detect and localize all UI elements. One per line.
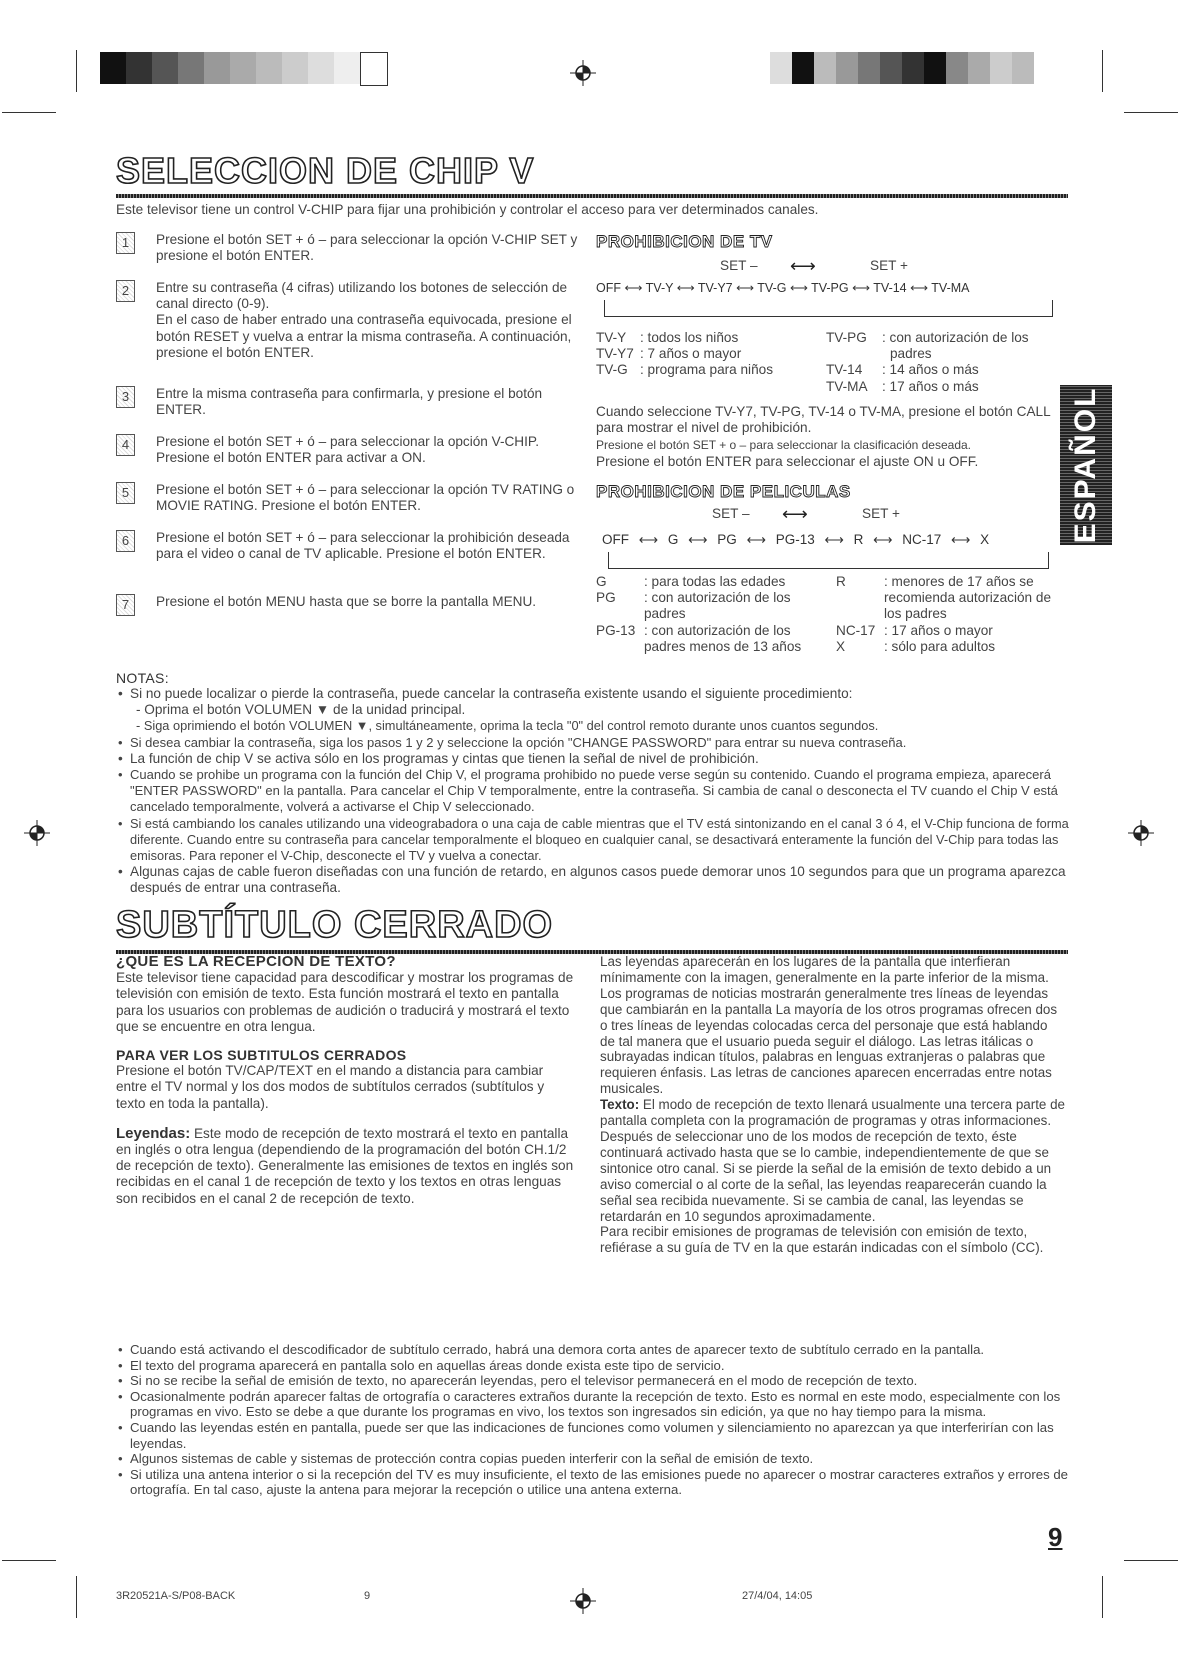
crop-mark [2,112,56,113]
rating-desc: : con autorización de los [882,330,1029,345]
footer-code: 3R20521A-S/P08-BACK [116,1590,236,1602]
cc-captions-paragraph [116,1126,576,1207]
language-side-tab [1060,385,1112,545]
chain-item: TV-Y7 [697,281,733,295]
double-arrow-icon: ⟷ [624,281,643,295]
step-6 [116,530,586,562]
double-arrow-icon: ⟷ [746,532,766,547]
tv-set-minus: SET – [720,258,758,273]
registration-mark-icon [24,820,50,846]
cc-view-text: Presione el botón TV/CAP/TEXT en el mando a distancia para cambiar entre el TV normal y los dos modos de subtítulos cerrados (subtítulos y texto en toda la pantalla). [116,1063,545,1111]
crop-mark [1124,1560,1178,1561]
double-arrow-icon: ⟷ [824,532,844,547]
notes-list [116,686,1076,897]
double-arrow-icon: ⟷ [873,532,893,547]
cc-note-item: • Ocasionalmente podrán aparecer faltas de ortografía o caracteres extraños durante la recepción de texto. Esto es normal en este modo, especialmente con los programas en vivo. Esto se debe a que durante los programas en vivo, los textos son ingresados sin edición, ya que no hay tiempo para la misma. [116,1389,1076,1420]
intro-text: Este televisor tiene un control V-CHIP para fijar una prohibición y controlar el acceso para ver determinados canales. [116,202,819,217]
rating-code: G [596,574,607,589]
cc-right-paragraph: Las leyendas aparecerán en los lugares de la pantalla que interfieran mínimamente con la imagen, generalmente en la parte inferior de la misma. Los programas de noticias mostrarán generalmente tres líneas de leyendas que cambiarán en la pantalla La mayoría de los otros programas ofrecen dos o tres líneas de leyendas colocadas cerca del personaje que está hablando de tal manera que el usuario pueda seguir el diálogo. Las letras itálicas o subrayadas indican títulos, palabras en lenguas extranjeras o palabras que requieren énfasis. Las letras de canciones aparecen encerradas entre notas musicales. [600,954,1058,1097]
movie-defs-right [836,574,1068,655]
chain-item: NC-17 [902,532,942,547]
chain-item: TV-14 [873,281,907,295]
section-title-closed-caption: SUBTÍTULO CERRADO [116,904,554,946]
cc-question-title: ¿QUE ES LA RECEPCION DE TEXTO? [116,953,396,970]
note-item: • La función de chip V se activa sólo en los programas y cintas que tienen la señal de nivel de prohibición. [116,751,1076,767]
note-item: • Si desea cambiar la contraseña, siga los pasos 1 y 2 y seleccione la opción "CHANGE PASSWORD" para entrar su nueva contraseña. [116,735,1076,751]
double-arrow-icon: ⟷ [638,532,659,547]
tv-rating-title: PROHIBICION DE TV [596,232,773,251]
registration-mark-icon [1128,820,1154,846]
step-3 [116,386,586,418]
section-title-vchip: SELECCION DE CHIP V [116,150,535,191]
rating-desc: padres [890,346,932,362]
rating-desc: : menores de 17 años se recomienda autorización de los padres [884,574,1052,622]
chain-item: OFF [602,532,629,547]
step-number: 1 [116,232,135,254]
registration-mark-icon [570,1588,596,1614]
rating-desc: : todos los niños [640,330,739,345]
text-mode-text: El modo de recepción de texto llenará usualmente una tercera parte de pantalla completa con la programación de programas y otras informaciones. Después de seleccionar uno de los modos de recepción de texto, éste continuará activado hasta que se lo cambie, independientemente de que se sintonice otro canal. Si se pierde la señal de la emisión de texto debido a un aviso comercial o al corte de la señal, las leyendas reaparecerán cuando la señal sea recibida nuevamente. Si se cambia de canal, las leyendas se retardarán en 10 segundos aproximadamente. [600,1097,1065,1224]
cc-question-text: Este televisor tiene capacidad para descodificar y mostrar los programas de televisión con emisión de texto. Esta función mostrará el texto en pantalla para los usuarios con problemas de audición o traducirá y mostrará el texto que se encuentre en otra lengua. [116,970,574,1034]
crop-mark [1102,50,1103,92]
note-item: • Algunas cajas de cable fueron diseñadas con una función de retardo, en algunos casos puede demorar unos 10 segundos para que un programa aparezca después de entrar una contraseña. [116,864,1076,896]
note-subitem: - Oprima el botón VOLUMEN ▼ de la unidad principal. [136,702,466,718]
step-text-extra: En el caso de haber entrado una contraseña equivocada, presione el botón RESET y vuelva a entrar la misma contraseña. A continuación, presione el botón ENTER. [156,312,572,360]
step-1 [116,232,586,264]
tv-set-plus: SET + [870,258,908,273]
tv-rating-chain [596,280,970,295]
rating-desc: : programa para niños [640,362,773,378]
step-text: Presione el botón SET + ó – para seleccionar la opción TV RATING o MOVIE RATING. Presione el botón ENTER. [156,482,575,514]
cc-note-item: • El texto del programa aparecerá en pantalla solo en aquellas áreas donde exista este tipo de servicio. [116,1358,1076,1374]
rating-desc: : 14 años o más [882,362,979,378]
crop-mark [1102,1576,1103,1618]
rating-code: TV-14 [826,362,863,378]
title-underline [116,194,1068,198]
movie-rating-title: PROHIBICION DE PELICULAS [596,482,851,501]
tv-note-1: Cuando seleccione TV-Y7, TV-PG, TV-14 o TV-MA, presione el botón CALL para mostrar el nivel de prohibición. [596,404,1051,436]
cc-left-column [116,954,576,1207]
movie-set-plus: SET + [862,506,900,521]
crop-mark [76,50,77,92]
movie-set-minus: SET – [712,506,750,521]
rating-desc: : con autorización de los padres menos de 13 años [644,622,802,654]
cc-note-item: • Si no se recibe la señal de emisión de texto, no aparecerán leyendas, pero el televisor permanecerá en el modo de recepción de texto. [116,1373,1076,1389]
loop-line [604,316,1053,317]
text-label: Texto: [600,1097,640,1113]
rating-code: TV-Y [596,330,627,345]
language-tab-label: ESPAÑOL [1069,386,1102,544]
page-number: 9 [1048,1522,1063,1552]
note-item: • Cuando se prohibe un programa con la función del Chip V, el programa prohibido no puede verse según su contenido. Cuando el programa empieza, aparecerá "ENTER PASSWORD" en la pantalla. Para cancelar el Chip V temporalmente, entre la contraseña. Si cambia de canal o desconecta el TV cuando el Chip V está cancelado temporalmente, volverá a activarse el Chip V seleccionado. [116,767,1076,816]
rating-code: PG [596,590,616,606]
chain-item: X [980,532,990,547]
note-item: • Si no puede localizar o pierde la contraseña, puede cancelar la contraseña existente usando el siguiente procedimiento: - Oprima el botón VOLUMEN ▼ de la unidad principal. - Siga oprimiendo el botón VOLUMEN ▼, simultáneamente, oprima la tecla "0" del control remoto durante unos cuantos segundos. [116,686,1076,735]
step-number: 3 [116,386,135,408]
chain-item: TV-MA [931,281,970,295]
loop-line [1052,300,1053,316]
rating-desc: : 17 años o más [882,378,979,394]
cc-view-title: PARA VER LOS SUBTITULOS CERRADOS [116,1047,407,1064]
tv-note-3: Presione el botón ENTER para seleccionar el ajuste ON u OFF. [596,454,979,469]
cc-right-column [600,954,1066,1256]
cc-notes-list [116,1342,1076,1498]
rating-code: PG-13 [596,622,636,638]
notes-heading: NOTAS: [116,670,169,686]
double-arrow-icon: ⟷ [688,532,708,547]
tv-defs-left [596,330,826,379]
step-text: Presione el botón MENU hasta que se borre la pantalla MENU. [156,594,537,609]
density-strip-left [100,52,388,84]
double-arrow-icon: ⟷ [852,281,871,295]
step-5 [116,482,586,514]
crop-mark [76,1576,77,1618]
note-subitem: - Siga oprimiendo el botón VOLUMEN ▼, simultáneamente, oprima la tecla "0" del control remoto durante unos cuantos segundos. [136,718,879,734]
step-number: 6 [116,530,135,552]
cc-note-item: • Cuando está activando el descodificador de subtítulo cerrado, habrá una demora corta antes de aparecer texto de subtítulo cerrado en la pantalla. [116,1342,1076,1358]
rating-desc: : con autorización de los padres [644,590,791,622]
rating-code: TV-G [596,362,628,378]
rating-desc: : para todas las edades [644,574,786,589]
double-arrow-icon: ⟷ [676,281,695,295]
captions-label: Leyendas: [116,1124,191,1142]
rating-code: NC-17 [836,622,876,638]
cc-note-item: • Algunos sistemas de cable y sistemas de protección contra copias pueden interferir con la señal de emisión de texto. [116,1451,1076,1467]
step-text: Presione el botón SET + ó – para seleccionar la opción V-CHIP SET y presione el botón ENTER. [156,232,578,264]
loop-line [1048,552,1049,568]
step-number: 4 [116,434,135,456]
tv-defs-right [826,330,1066,395]
density-strip-right [770,52,1034,84]
cc-text-paragraph [600,1097,1066,1224]
cc-note-item: • Cuando las leyendas estén en pantalla, puede ser que las indicaciones de funciones como volumen y silenciamiento no aparezcan ya que interferirían con las leyendas. [116,1420,1076,1451]
chain-item: G [667,532,679,547]
step-text: Presione el botón SET + ó – para seleccionar la opción V-CHIP. Presione el botón ENTER para activar a ON. [156,434,539,466]
step-number: 5 [116,482,135,504]
captions-text: Este modo de recepción de texto mostrará el texto en pantalla en inglés o otra lengua (dependiendo de la programación del botón CH.1/2 de recepción de texto). Generalmente las emisiones de textos en inglés son recibidas en el canal 1 de recepción de texto y los textos en otras lenguas son recibidos en el canal 2 de recepción de texto. [116,1125,574,1206]
rating-code: X [836,638,846,654]
double-arrow-icon: ⟷ [789,281,808,295]
rating-desc: : 17 años o mayor [884,622,993,638]
step-number: 7 [116,594,135,616]
rating-code: TV-Y7 [596,346,634,362]
movie-defs-left [596,574,832,655]
chain-item: TV-PG [811,281,849,295]
loop-line [608,552,609,568]
registration-mark-icon [570,60,596,86]
chain-item: PG-13 [775,532,815,547]
chain-item: OFF [596,281,621,295]
double-arrow-icon: ⟷ [790,256,816,276]
loop-line [604,300,605,316]
rating-desc: : 7 años o mayor [640,346,742,362]
rating-code: R [836,574,846,589]
chain-item: TV-Y [645,281,674,295]
crop-mark [1124,112,1178,113]
double-arrow-icon: ⟷ [951,532,971,547]
step-text: Entre su contraseña (4 cifras) utilizando los botones de selección de canal directo (0-9). [156,280,568,312]
note-item: • Si está cambiando los canales utilizando una videograbadora o una caja de cable mientras que el TV está sintonizando en el canal 3 ó 4, el V-Chip funciona de forma diferente. Cuando entre su contraseña para cancelar temporalmente el bloqueo en cualquier canal, se desactivará enteramente la función del V-Chip para todas las emisoras. Para reponer el V-Chip, desconecte el TV y vuelva a conectar. [116,816,1076,865]
cc-right-paragraph: Para recibir emisiones de programas de televisión con emisión de texto, refiérase a su guía de TV en la que estarán indicadas con el símbolo (CC). [600,1224,1044,1256]
step-7 [116,594,586,610]
chain-item: R [853,532,864,547]
double-arrow-icon: ⟷ [910,281,929,295]
loop-line [608,568,1049,569]
rating-desc: : sólo para adultos [884,638,996,654]
step-4 [116,434,586,466]
chain-item: TV-G [757,281,787,295]
step-text: Presione el botón SET + ó – para seleccionar la prohibición deseada para el video o canal de TV aplicable. Presione el botón ENTER. [156,530,570,562]
footer-page: 9 [364,1590,371,1602]
step-2 [116,280,586,361]
step-number: 2 [116,280,135,302]
step-text: Entre la misma contraseña para confirmarla, y presione el botón ENTER. [156,386,543,418]
rating-code: TV-MA [826,378,868,394]
movie-rating-chain [602,532,989,548]
rating-code: TV-PG [826,330,867,345]
cc-note-item: • Si utiliza una antena interior o si la recepción del TV es muy insuficiente, el texto de las emisiones puede no aparecer o mostrar caracteres extraños y errores de ortografía. En tal caso, ajuste la antena para mejorar la recepción o utilice una antena externa. [116,1467,1076,1498]
crop-mark [2,1560,56,1561]
chain-item: PG [717,532,737,547]
footer-date: 27/4/04, 14:05 [742,1590,813,1602]
double-arrow-icon: ⟷ [736,281,755,295]
double-arrow-icon: ⟷ [782,504,808,524]
tv-note-2: Presione el botón SET + o – para seleccionar la clasificación deseada. [596,438,972,452]
